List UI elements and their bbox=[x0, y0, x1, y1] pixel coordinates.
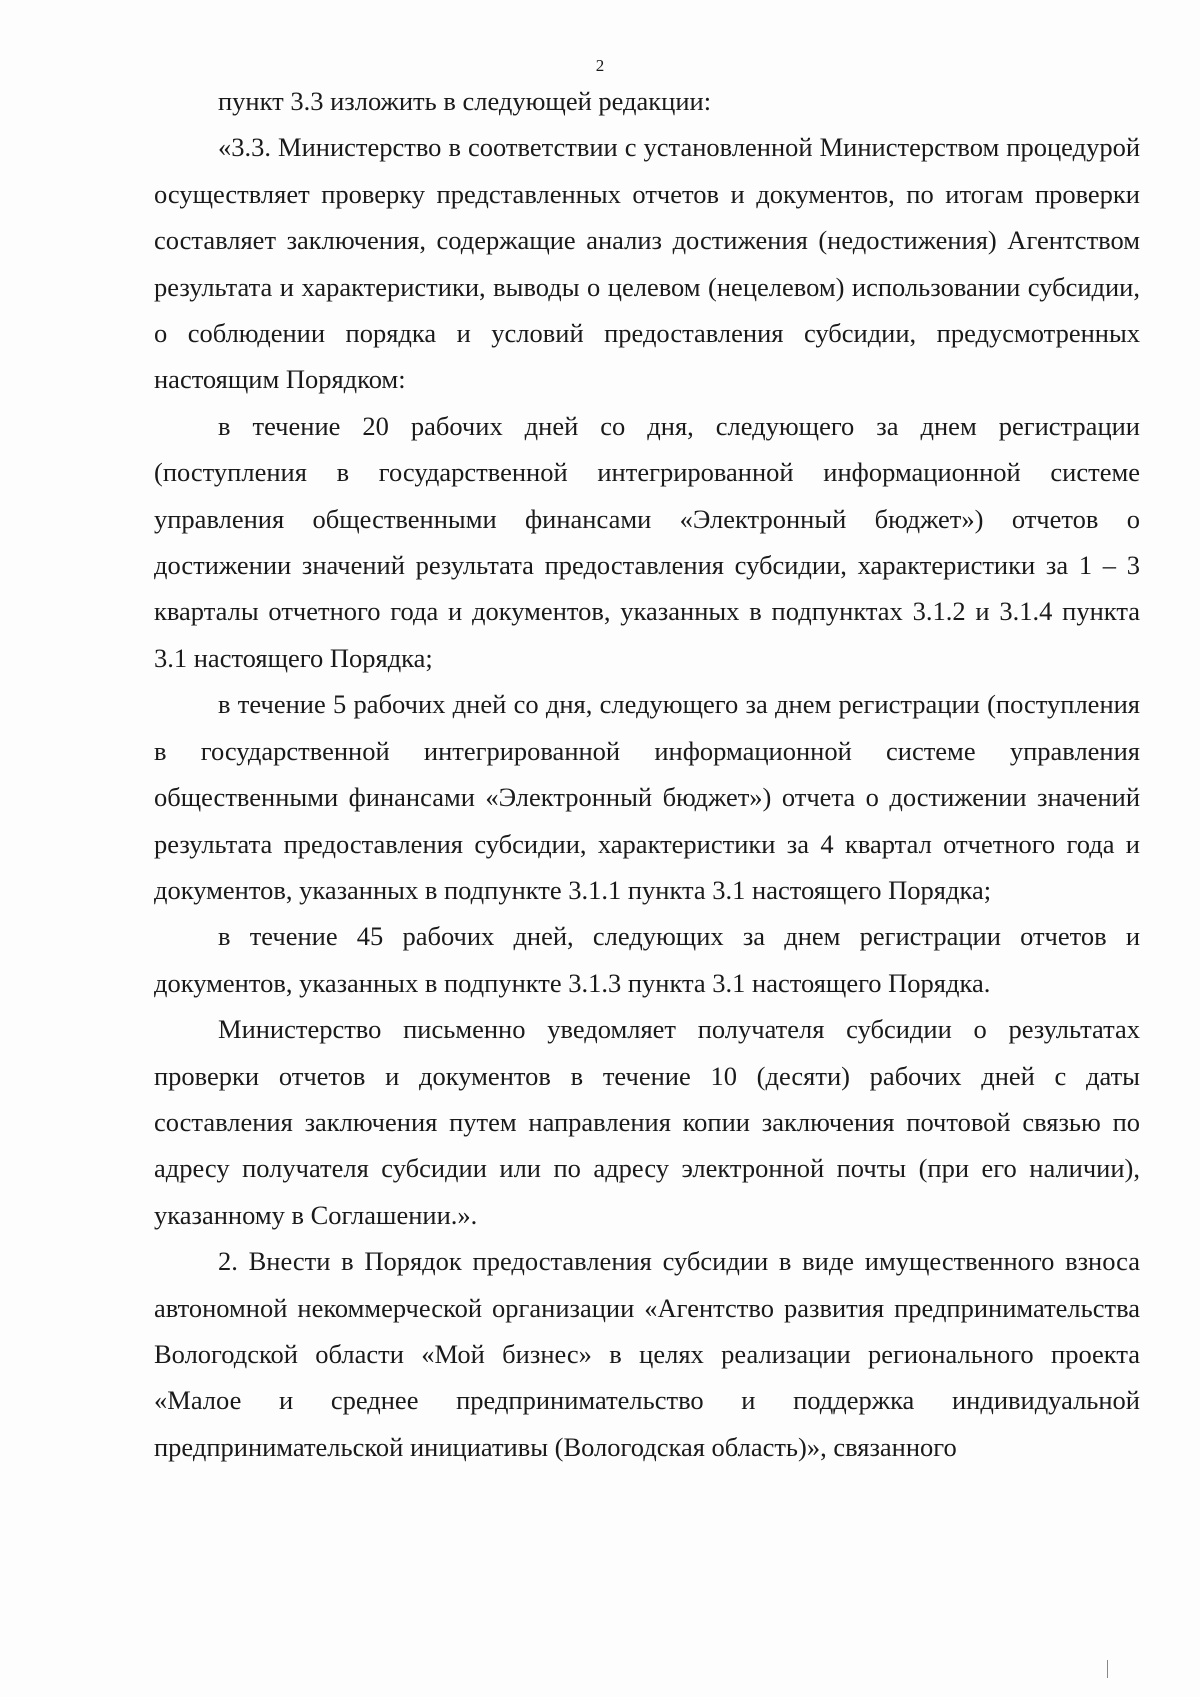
paragraph-5-days: в течение 5 рабочих дней со дня, следующего за днем регистрации (поступления в государственной интегрированной информационной системе управления общественными финансами «Электронный бюджет») отчета о достижении значений результата предоставления субсидии, характеристики за 4 квартал отчетного года и документов, указанных в подпункте 3.1.1 пункта 3.1 настоящего Порядка; bbox=[154, 689, 1140, 905]
scan-edge-mark bbox=[1107, 1660, 1108, 1678]
paragraph-notification: Министерство письменно уведомляет получателя субсидии о результатах проверки отчетов и документов в течение 10 (десяти) рабочих дней с даты составления заключения путем направления копии заключения почтовой связью по адресу получателя субсидии или по адресу электронной почты (при его наличии), указанному в Соглашении.». bbox=[154, 1014, 1140, 1230]
paragraph-20-days: в течение 20 рабочих дней со дня, следующего за днем регистрации (поступления в государственной интегрированной информационной системе управления общественными финансами «Электронный бюджет») отчетов о достижении значений результата предоставления субсидии, характеристики за 1 – 3 кварталы отчетного года и документов, указанных в подпунктах 3.1.2 и 3.1.4 пункта 3.1 настоящего Порядка; bbox=[154, 410, 1140, 673]
paragraph-45-days: в течение 45 рабочих дней, следующих за днем регистрации отчетов и документов, указанных в подпункте 3.1.3 пункта 3.1 настоящего Порядка. bbox=[154, 921, 1140, 998]
page-number: 2 bbox=[595, 56, 605, 75]
paragraph-item-2: 2. Внести в Порядок предоставления субсидии в виде имущественного взноса автономной некоммерческой организации «Агентство развития предпринимательства Вологодской области «Мой бизнес» в целях реализации регионального проекта «Малое и среднее предпринимательство и поддержка индивидуальной предпринимательской инициативы (Вологодская область)», связанного bbox=[154, 1246, 1140, 1462]
paragraph-3-3: «3.3. Министерство в соответствии с установленной Министерством процедурой осуществляет проверку представленных отчетов и документов, по итогам проверки составляет заключения, содержащие анализ достижения (недостижения) Агентством результата и характеристики, выводы о целевом (нецелевом) использовании субсидии, о соблюдении порядка и условий предоставления субсидии, предусмотренных настоящим Порядком: bbox=[154, 132, 1140, 395]
document-body bbox=[154, 78, 1140, 1470]
paragraph-intro: пункт 3.3 изложить в следующей редакции: bbox=[218, 86, 712, 116]
